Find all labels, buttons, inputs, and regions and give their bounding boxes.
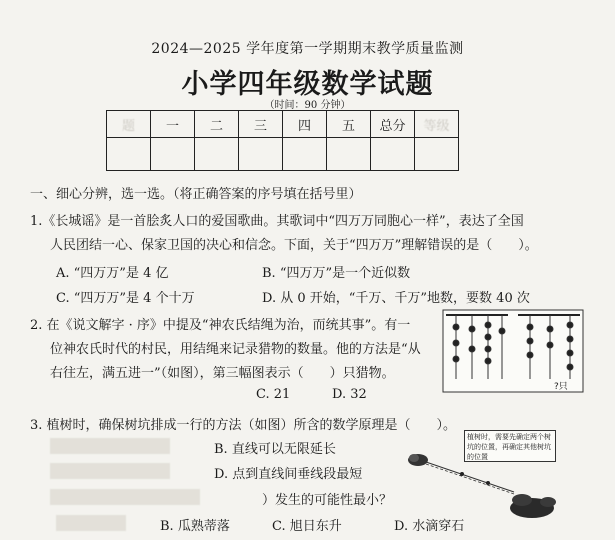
score-cell	[415, 138, 459, 171]
q2-option-c: C. 21	[256, 387, 291, 402]
q1-option-d: D. 从 0 开始，“千万、千万”地数，要数 40 次	[262, 291, 530, 306]
score-header-2: 二	[195, 111, 239, 138]
tree-planting-note: 植树时，需要先确定两个树坑的位置，再确定其他树坑的位置	[464, 430, 556, 462]
score-cell	[283, 138, 327, 171]
score-cell	[239, 138, 283, 171]
score-cell	[327, 138, 371, 171]
q1-option-a: A. “四万万”是 4 亿	[56, 266, 169, 281]
section1-heading: 一、细心分辨，选一选。（将正确答案的序号填在括号里）	[30, 187, 362, 202]
q4-question-obscured	[50, 489, 200, 505]
q4-option-d: D. 水滴穿石	[394, 519, 465, 534]
q4-option-a-obscured	[56, 515, 126, 531]
score-cell	[107, 138, 151, 171]
exam-time: （时间：90 分钟）	[264, 100, 351, 111]
score-cell	[371, 138, 415, 171]
score-header-3: 三	[239, 111, 283, 138]
q2-line2: 位神农氏时代的村民，用结绳来记录猎物的数量。他的方法是“从	[50, 342, 421, 357]
q1-line1: 1.《长城谣》是一首脍炙人口的爱国歌曲。其歌词中“四万万同胞心一样”，表达了全国	[30, 214, 524, 229]
exam-title: 小学四年级数学试题	[181, 69, 434, 100]
q3-option-b: B. 直线可以无限延长	[214, 442, 336, 457]
score-header-0: 题	[107, 111, 151, 138]
q4-option-c: C. 旭日东升	[272, 519, 342, 534]
q1-option-b: B. “四万万”是一个近似数	[262, 266, 411, 281]
score-table	[106, 110, 459, 171]
knot-rope-figure-label: ?只	[554, 382, 568, 392]
q2-line3: 右往左，满五进一”（如图），第三幅图表示（ ）只猎物。	[50, 366, 395, 381]
q3-option-c-obscured	[50, 463, 170, 479]
score-cell	[195, 138, 239, 171]
q3-option-d: D. 点到直线间垂线段最短	[214, 467, 363, 482]
q1-line2: 人民团结一心、保家卫国的决心和信念。下面，关于“四万万”理解错误的是（ ）。	[50, 238, 538, 253]
q3-option-a-obscured	[50, 438, 170, 454]
q1-option-c: C. “四万万”是 4 个十万	[56, 291, 195, 306]
knot-rope-figure	[442, 309, 584, 393]
score-header-1: 一	[151, 111, 195, 138]
score-header-4: 四	[283, 111, 327, 138]
semester-title: 2024—2025 学年度第一学期期末教学质量监测	[151, 41, 464, 57]
score-header-7: 等级	[415, 111, 459, 138]
score-header-5: 五	[327, 111, 371, 138]
score-cell	[151, 138, 195, 171]
q2-line1: 2. 在《说文解字 · 序》中提及“神农氏结绳为治，而统其事”。有一	[30, 318, 411, 333]
q2-option-d: D. 32	[332, 387, 367, 402]
q4-option-b: B. 瓜熟蒂落	[160, 519, 230, 534]
q4-line1-tail: ）发生的可能性最小？	[262, 493, 393, 508]
score-header-6: 总分	[371, 111, 415, 138]
q3-line1: 3. 植树时，确保树坑排成一行的方法（如图）所含的数学原理是（ ）。	[30, 418, 457, 433]
